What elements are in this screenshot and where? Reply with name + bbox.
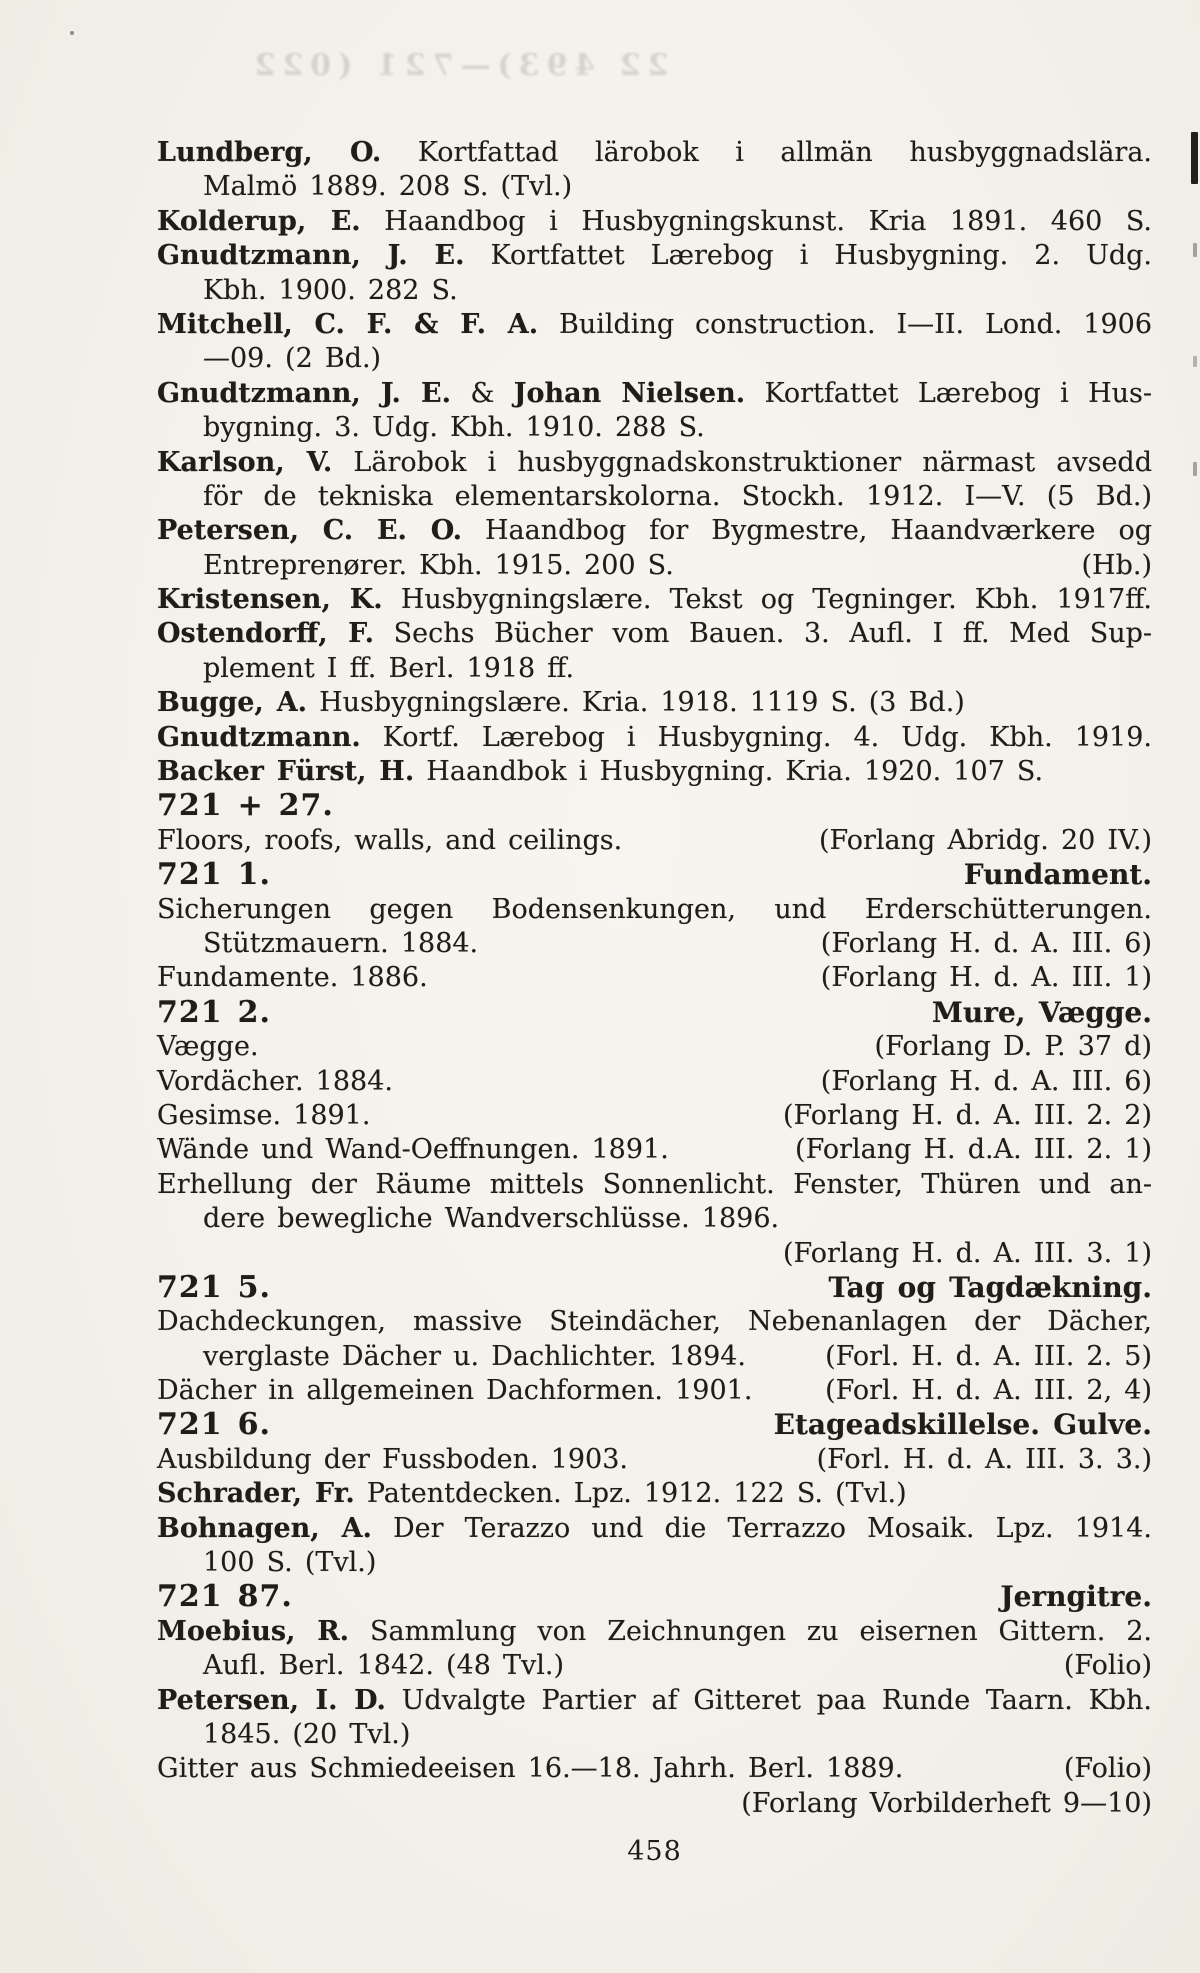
scan-artifact-speck <box>70 31 74 35</box>
line-text <box>157 1478 907 1509</box>
bib-line <box>157 927 1152 961</box>
bib-line <box>157 480 1152 514</box>
line-text <box>157 1030 259 1064</box>
reference-text: (Forlang H. d. A. III. 2. 2) <box>782 1099 1152 1131</box>
text-segment: Haandbog for Bygmestre, Haandværkere og <box>462 515 1152 547</box>
bib-line <box>157 342 1152 376</box>
line-text <box>203 1203 779 1234</box>
author-name: Johan Nielsen. <box>513 377 746 409</box>
text-segment: Entreprenører. Kbh. 1915. 200 S. <box>203 549 674 581</box>
text-segment: Ausbildung der Fussboden. 1903. <box>157 1443 628 1475</box>
author-name: Kristensen, K. <box>157 584 383 616</box>
text-segment: Dachdeckungen, massive Steindächer, Nebenanlagen der Dächer, <box>157 1306 1152 1338</box>
text-segment: bygning. 3. Udg. Kbh. 1910. 288 S. <box>203 412 705 444</box>
line-text <box>157 618 1152 649</box>
reference-text: (Folio) <box>1063 1650 1152 1682</box>
text-segment: (Forlang Vorbilderheft 9—10) <box>741 1787 1152 1819</box>
text-segment: Haandbok i Husbygning. Kria. 1920. 107 S. <box>414 756 1044 788</box>
line-text <box>203 412 705 443</box>
bib-line <box>157 1649 1152 1683</box>
text-segment: dere bewegliche Wandverschlüsse. 1896. <box>203 1203 780 1235</box>
bib-line <box>157 1237 1152 1271</box>
text-segment: för de tekniska elementarskolorna. Stockh. 1912. I—V. (5 Bd.) <box>203 480 1152 512</box>
line-text <box>203 1719 410 1750</box>
text-segment: Kortfattet Lærebog i Husbygning. 2. Udg. <box>464 240 1153 272</box>
author-name: Gnudtzmann, J. E. <box>157 240 465 272</box>
line-text <box>157 584 1152 615</box>
bib-line <box>157 1168 1152 1202</box>
bib-line <box>157 721 1152 755</box>
text-segment: Stützmauern. 1884. <box>203 927 479 959</box>
text-segment: Sammlung von Zeichnungen zu eisernen Gittern. 2. <box>349 1615 1152 1647</box>
reference-text: (Forlang H. d.A. III. 2. 1) <box>795 1134 1152 1166</box>
author-name: 721 1. <box>157 857 271 893</box>
text-segment: 100 S. (Tvl.) <box>203 1547 377 1579</box>
line-text <box>157 137 1152 168</box>
author-name: 721 5. <box>157 1269 271 1305</box>
scan-artifact-edge-mark <box>1193 356 1197 367</box>
section-heading <box>157 858 1152 892</box>
bib-line <box>157 1340 1152 1374</box>
text-segment: Gitter aus Schmiedeeisen 16.—18. Jahrh. Berl. 1889. <box>157 1753 904 1785</box>
line-text <box>157 1513 1152 1544</box>
text-segment: (Forlang H. d. A. III. 3. 1) <box>782 1237 1152 1269</box>
bib-line <box>157 1684 1152 1718</box>
author-name: Bugge, A. <box>157 687 308 719</box>
bib-line <box>157 1443 1152 1477</box>
bib-line <box>157 755 1152 789</box>
text-segment: Sechs Bücher vom Bauen. 3. Aufl. I ff. Med Sup- <box>373 618 1152 650</box>
section-heading <box>157 789 1152 823</box>
text-segment: Erhellung der Räume mittels Sonnenlicht. Fenster, Thüren und an- <box>157 1168 1152 1200</box>
bib-line <box>157 893 1152 927</box>
text-segment: 1845. (20 Tvl.) <box>203 1718 411 1750</box>
text-segment: Aufl. Berl. 1842. (48 Tvl.) <box>203 1650 564 1682</box>
line-text <box>157 1752 903 1786</box>
bib-line <box>157 824 1152 858</box>
section-title: Jerngitre. <box>1000 1580 1152 1614</box>
reference-text: (Forl. H. d. A. III. 2. 5) <box>825 1340 1152 1372</box>
bib-line <box>157 686 1152 720</box>
text-segment: Malmö 1889. 208 S. (Tvl.) <box>203 171 573 203</box>
line-text <box>157 756 1043 787</box>
bleedthrough-header: 22 493)—721 (022 <box>247 48 669 83</box>
author-name: 721 6. <box>157 1407 271 1443</box>
text-segment: Floors, roofs, walls, and ceilings. <box>157 824 623 856</box>
text-segment: —09. (2 Bd.) <box>203 343 382 375</box>
bib-line <box>157 652 1152 686</box>
bib-line <box>157 1133 1152 1167</box>
text-segment: Kortf. Lærebog i Husbygning. 4. Udg. Kbh. 1919. <box>360 721 1152 753</box>
classification-code <box>157 858 271 892</box>
author-name: Gnudtzmann, J. E. <box>157 377 452 409</box>
section-heading <box>157 1271 1152 1305</box>
author-name: Schrader, Fr. <box>157 1478 355 1510</box>
bib-line <box>157 1752 1152 1786</box>
bib-line <box>157 411 1152 445</box>
line-text <box>157 1169 1152 1200</box>
line-text <box>157 378 1152 409</box>
section-title: Mure, Vægge. <box>931 995 1152 1029</box>
text-segment: Husbygningslære. Kria. 1918. 1119 S. (3 Bd.) <box>307 687 965 719</box>
text-segment: Wände und Wand-Oeffnungen. 1891. <box>157 1134 669 1166</box>
reference-text: (Forlang H. d. A. III. 6) <box>820 1065 1152 1097</box>
bib-line <box>157 961 1152 995</box>
line-text <box>157 240 1152 271</box>
text-segment: Vægge. <box>157 1031 259 1063</box>
bib-line <box>157 308 1152 342</box>
bib-line <box>157 1374 1152 1408</box>
text-segment: Gesimse. 1891. <box>157 1099 371 1131</box>
text-segment: Fundamente. 1886. <box>157 962 428 994</box>
text-segment: Vordächer. 1884. <box>157 1065 393 1097</box>
reference-text: (Hb.) <box>1081 549 1152 581</box>
bib-line <box>157 1202 1152 1236</box>
line-text <box>157 824 622 858</box>
bib-line <box>157 136 1152 170</box>
line-text <box>203 1340 746 1374</box>
bib-line <box>157 1099 1152 1133</box>
line-text <box>203 653 574 684</box>
line-text <box>157 1685 1152 1716</box>
line-text <box>203 1547 376 1578</box>
bib-line <box>157 1065 1152 1099</box>
scan-artifact-edge-mark <box>1191 132 1198 184</box>
author-name: Ostendorff, F. <box>157 618 374 650</box>
line-text <box>157 1065 393 1099</box>
bib-line <box>157 1787 1152 1821</box>
line-text <box>157 447 1152 478</box>
bib-line <box>157 1512 1152 1546</box>
section-heading <box>157 1580 1152 1614</box>
line-text <box>157 1443 628 1477</box>
bib-line <box>157 583 1152 617</box>
bib-line <box>157 1030 1152 1064</box>
scan-artifact-edge-mark <box>1193 462 1197 476</box>
section-heading <box>157 996 1152 1030</box>
bib-line <box>157 514 1152 548</box>
author-name: Petersen, I. D. <box>157 1684 386 1716</box>
author-name: Kolderup, E. <box>157 205 361 237</box>
author-name: 721 2. <box>157 994 271 1030</box>
line-text <box>203 481 1152 512</box>
classification-code <box>157 1408 271 1442</box>
author-name: Lundberg, O. <box>157 137 382 168</box>
text-segment: Husbygningslære. Tekst og Tegninger. Kbh. 1917ff. <box>382 584 1152 616</box>
bib-line <box>157 274 1152 308</box>
page-number: 458 <box>627 1836 682 1867</box>
line-text <box>157 1616 1152 1647</box>
line-text <box>741 1788 1152 1819</box>
line-text <box>157 1099 370 1133</box>
bib-line <box>157 617 1152 651</box>
text-segment: Lärobok i husbyggnadskonstruktioner närmast avsedd <box>332 446 1152 478</box>
text-segment: Patentdecken. Lpz. 1912. 122 S. (Tvl.) <box>354 1478 907 1510</box>
author-name: Backer Fürst, H. <box>157 756 415 788</box>
line-text <box>783 1238 1152 1269</box>
bib-line <box>157 170 1152 204</box>
bib-line <box>157 1718 1152 1752</box>
line-text <box>157 1374 752 1408</box>
text-segment: Udvalgte Partier af Gitteret paa Runde Taarn. Kbh. <box>385 1684 1152 1716</box>
classification-code <box>157 1580 293 1614</box>
text-segment: Kortfattad lärobok i allmän husbyggnadslära. <box>381 137 1152 168</box>
reference-text: (Forl. H. d. A. III. 2, 4) <box>825 1375 1152 1407</box>
line-text <box>157 515 1152 546</box>
author-name: 721 87. <box>157 1579 293 1615</box>
text-segment: & <box>451 377 514 409</box>
text-segment: Haandbog i Husbygningskunst. Kria 1891. 460 S. <box>360 205 1152 237</box>
bib-line <box>157 1305 1152 1339</box>
reference-text: (Folio) <box>1063 1753 1152 1785</box>
reference-text: (Forlang Abridg. 20 IV.) <box>818 824 1152 856</box>
section-title: Etageadskillelse. Gulve. <box>773 1408 1152 1442</box>
text-segment: Dächer in allgemeinen Dachformen. 1901. <box>157 1375 753 1407</box>
author-name: 721 + 27. <box>157 788 334 824</box>
line-text <box>203 171 572 202</box>
bib-line <box>157 205 1152 239</box>
line-text <box>157 1306 1152 1337</box>
bib-line <box>157 239 1152 273</box>
bibliography-text <box>157 136 1152 1821</box>
section-title: Fundament. <box>963 858 1152 892</box>
section-title: Tag og Tagdækning. <box>828 1270 1152 1304</box>
text-segment: Sicherungen gegen Bodensenkungen, und Erderschütterungen. <box>157 893 1152 925</box>
line-text <box>203 343 381 374</box>
text-segment: plement I ff. Berl. 1918 ff. <box>203 652 575 684</box>
bib-line <box>157 549 1152 583</box>
text-segment: Building construction. I—II. Lond. 1906 <box>538 308 1152 340</box>
bib-line <box>157 1615 1152 1649</box>
author-name: Petersen, C. E. O. <box>157 515 463 547</box>
author-name: Karlson, V. <box>157 446 333 478</box>
author-name: Gnudtzmann. <box>157 721 361 753</box>
classification-code <box>157 996 271 1030</box>
line-text <box>203 1649 564 1683</box>
bib-line <box>157 1477 1152 1511</box>
reference-text: (Forlang H. d. A. III. 1) <box>820 962 1152 994</box>
bib-line <box>157 377 1152 411</box>
line-text <box>157 1133 669 1167</box>
line-text <box>157 961 428 995</box>
scan-artifact-edge-mark <box>1193 243 1197 257</box>
author-name: Mitchell, C. F. & F. A. <box>157 308 539 340</box>
classification-code <box>157 1271 271 1305</box>
text-segment: Der Terazzo und die Terrazzo Mosaik. Lpz. 1914. <box>371 1512 1152 1544</box>
reference-text: (Forlang H. d. A. III. 6) <box>820 927 1152 959</box>
reference-text: (Forl. H. d. A. III. 3. 3.) <box>816 1443 1152 1475</box>
text-segment: verglaste Dächer u. Dachlichter. 1894. <box>203 1340 747 1372</box>
line-text <box>157 894 1152 925</box>
line-text <box>203 549 674 583</box>
classification-code <box>157 788 334 823</box>
line-text <box>157 309 1152 340</box>
reference-text: (Forlang D. P. 37 d) <box>874 1031 1152 1063</box>
text-segment: Kortfattet Lærebog i Hus- <box>745 377 1153 409</box>
author-name: Bohnagen, A. <box>157 1512 372 1544</box>
bib-line <box>157 446 1152 480</box>
text-segment: Kbh. 1900. 282 S. <box>203 274 458 306</box>
line-text <box>203 927 478 961</box>
line-text <box>157 722 1152 753</box>
author-name: Moebius, R. <box>157 1615 350 1647</box>
line-text <box>157 206 1152 237</box>
bib-line <box>157 1546 1152 1580</box>
section-heading <box>157 1408 1152 1442</box>
line-text <box>157 687 965 718</box>
line-text <box>203 275 458 306</box>
